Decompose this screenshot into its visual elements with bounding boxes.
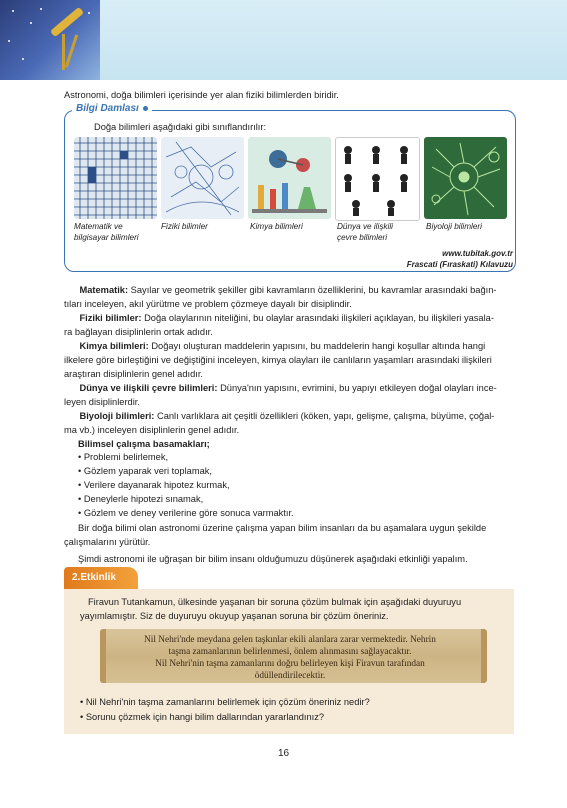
def-kimya: Kimya bilimleri: Doğayı oluşturan maddelerin yapısını, bu maddelerin hangi koşullar altında hangi <box>79 341 486 351</box>
page-number: 16 <box>277 748 290 759</box>
tile-caption-math: Matematik ve bilgisayar bilimleri <box>74 222 139 242</box>
info-box-intro: Doğa bilimleri aşağıdaki gibi sınıflandırılır: <box>94 122 267 132</box>
tile-caption-biology: Biyoloji bilimleri <box>426 222 482 231</box>
para-3: Şimdi astronomi ile uğraşan bir bilim insanı olduğumuzu düşünerek aşağıdaki etkinliği yapalım. <box>78 554 468 564</box>
def-kimya-cont2: araştıran disiplinlerin genel adıdır. <box>64 369 204 379</box>
intro-text: Astronomi, doğa bilimleri içerisinde yer alan fiziki bilimlerden biridir. <box>64 90 339 100</box>
chemistry-image <box>248 137 331 219</box>
def-dunya: Dünya ve ilişkili çevre bilimleri: Dünya'nın yapısını, evrimini, bu yapıyı etkileyen doğal olayları ince- <box>79 383 497 393</box>
def-dunya-cont: leyen disiplinlerdir. <box>64 397 140 407</box>
earth-sciences-image <box>335 137 420 221</box>
def-biyoloji: Biyoloji bilimleri: Canlı varlıklara ait çeşitli özellikleri (köken, yapı, gelişme, çalışma, büyüme, çoğal- <box>79 411 495 421</box>
info-box-title: Bilgi Damlası <box>72 103 152 114</box>
tile-caption-chemistry: Kimya bilimleri <box>250 222 303 231</box>
math-image <box>74 137 157 219</box>
etkinlik-text-cont: yayımlamıştır. Siz de duyuruyu okuyup yaşanan soruna bir çözüm öneriniz. <box>80 611 389 621</box>
def-fiziki-cont: ra bağlayan disiplinlerin ortak adıdır. <box>64 327 213 337</box>
para-1: Bir doğa bilimi olan astronomi üzerine çalışma yapan bilim insanları da bu aşamalara uygun şekilde <box>78 523 487 533</box>
def-fiziki: Fiziki bilimler: Doğa olaylarının niteliğini, bu olaylar arasındaki ilişkileri açıklayan, bu ilişkileri yasala- <box>79 313 494 323</box>
question-1: • Nil Nehri'nin taşma zamanlarını belirlemek için çözüm öneriniz nedir? <box>80 697 370 707</box>
step-item: • Gözlem yaparak veri toplamak, <box>78 466 212 476</box>
step-item: • Problemi belirlemek, <box>78 452 169 462</box>
question-2: • Sorunu çözmek için hangi bilim dallarından yararlandınız? <box>80 712 325 722</box>
step-item: • Gözlem ve deney verilerine göre sonuca varmaktır. <box>78 508 294 518</box>
scroll-text: Nil Nehri'nde meydana gelen taşkınlar ekili alanlara zarar vermektedir. Nehrin taşma zamanlarının belirlenmesi, önlem alınmasını sağlayacaktır. Nil Nehri'nin taşma zamanlarını doğru belirleyen kişi Firavun tarafından ödüllendirilecektir. <box>144 635 436 681</box>
source-url: www.tubitak.gov.tr <box>442 249 513 258</box>
steps-title: Bilimsel çalışma basamakları; <box>78 439 210 449</box>
drop-icon <box>143 106 148 111</box>
source-guide: Frascati (Fıraskati) Kılavuzu <box>406 260 513 269</box>
etkinlik-label: 2.Etkinlik <box>64 567 138 589</box>
para-1-cont: çalışmalarını yürütür. <box>64 537 151 547</box>
tile-caption-physics: Fiziki bilimler <box>161 222 208 231</box>
def-matematik: Matematik: Sayılar ve geometrik şekiller gibi kavramların özelliklerini, bu kavramlar arasındaki bağın- <box>79 285 497 295</box>
telescope-image <box>0 0 100 80</box>
physics-image <box>161 137 244 219</box>
biology-image <box>424 137 507 219</box>
etkinlik-text: Firavun Tutankamun, ülkesinde yaşanan bir soruna çözüm bulmak için aşağıdaki duyuruyu <box>88 597 462 607</box>
def-matematik-cont: tıları inceleyen, akıl yürütme ve problem çözmeye dayalı bir disiplindir. <box>64 299 352 309</box>
tile-caption-earth: Dünya ve ilişkili çevre bilimleri <box>337 222 393 242</box>
step-item: • Deneylerle hipotezi sınamak, <box>78 494 204 504</box>
def-biyoloji-cont: ma vb.) inceleyen disiplinlerin genel adıdır. <box>64 425 240 435</box>
def-kimya-cont: ilkelere göre birleştiğini ve değiştiğini inceleyen, kimya olayları ile canlıların yaşamları arasındaki ilişkileri <box>64 355 492 365</box>
step-item: • Verilere dayanarak hipotez kurmak, <box>78 480 230 490</box>
